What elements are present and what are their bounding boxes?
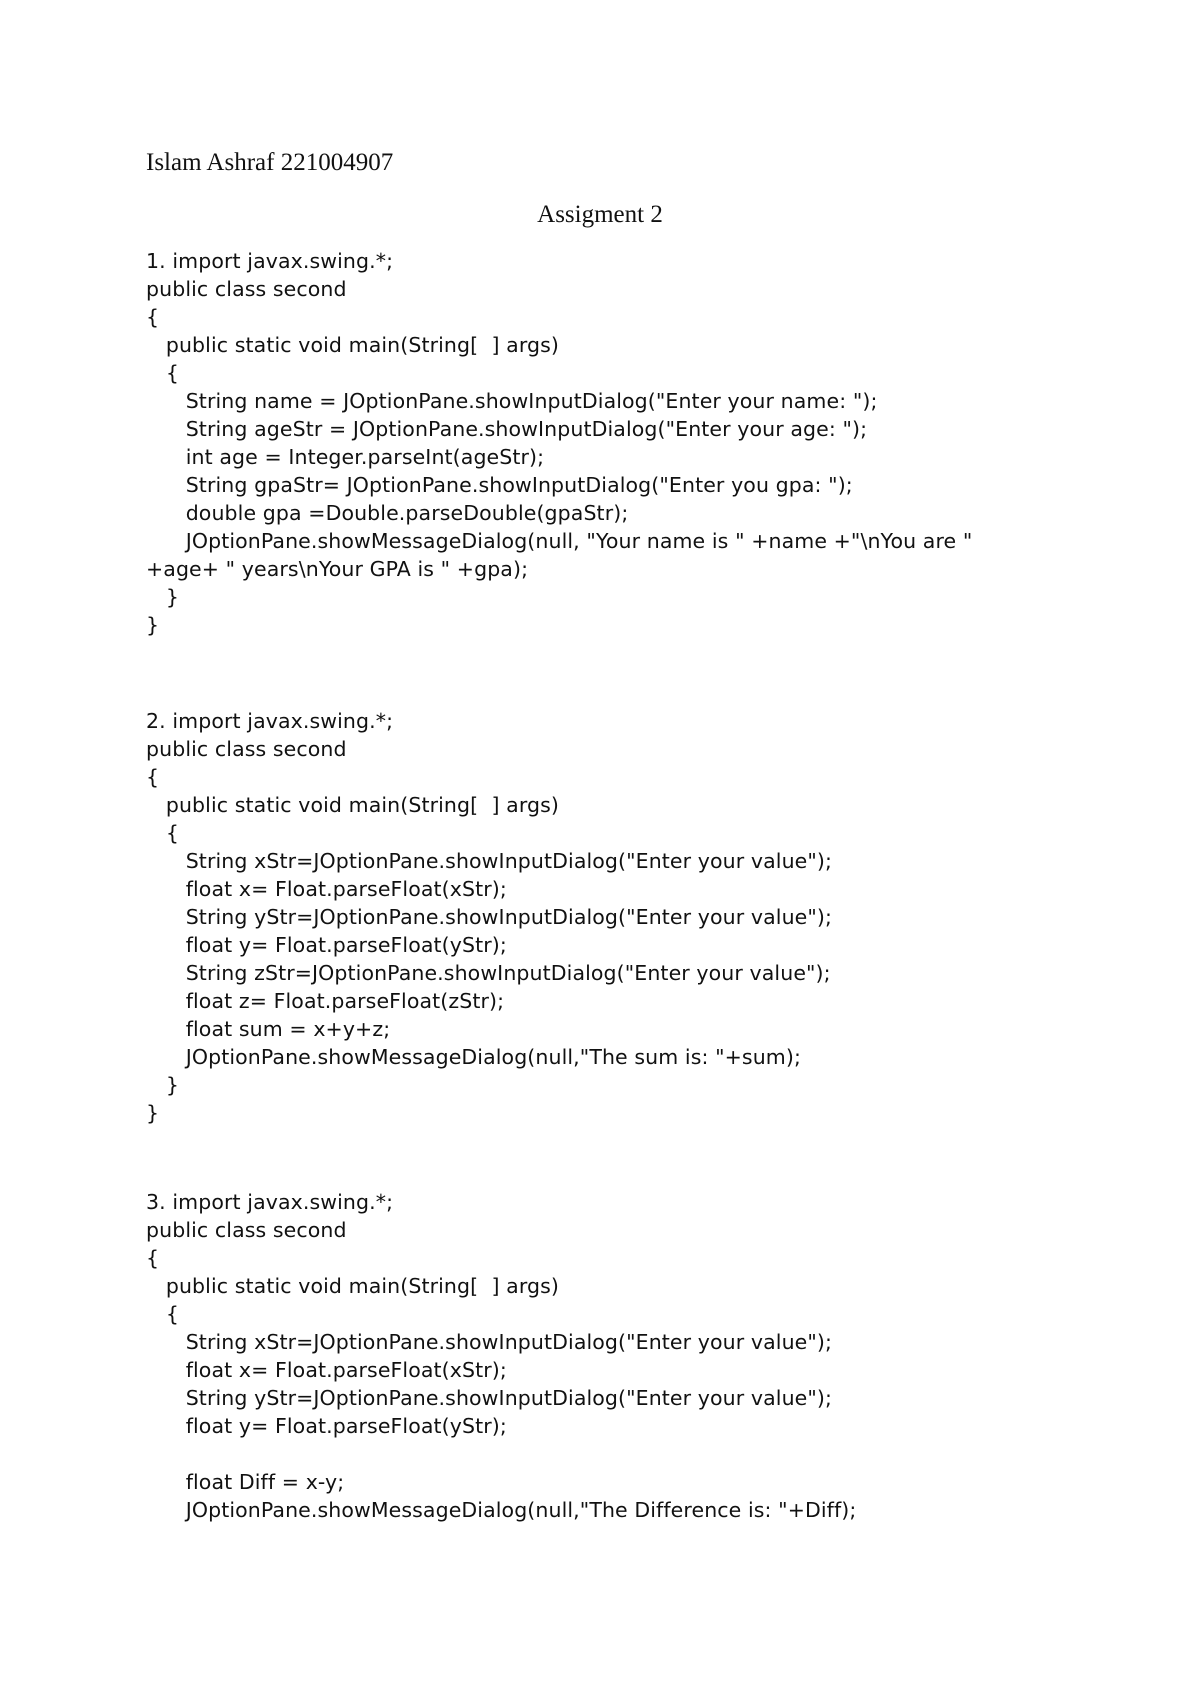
code-line: public static void main(String[ ] args) [146, 1274, 560, 1298]
code-line: { [146, 1302, 179, 1326]
code-line: } [146, 585, 179, 609]
code-line: { [146, 821, 179, 845]
code-line: float y= Float.parseFloat(yStr); [146, 933, 507, 957]
code-line: } [146, 1101, 160, 1125]
code-line: String xStr=JOptionPane.showInputDialog("Enter your value"); [146, 1330, 833, 1354]
code-line: public class second [146, 277, 347, 301]
code-section-1 [146, 247, 1076, 639]
code-line: { [146, 1246, 160, 1270]
code-line: String yStr=JOptionPane.showInputDialog("Enter your value"); [146, 905, 833, 929]
code-line: String gpaStr= JOptionPane.showInputDialog("Enter you gpa: "); [146, 473, 853, 497]
code-section-2 [146, 707, 1076, 1127]
code-line: JOptionPane.showMessageDialog(null,"The sum is: "+sum); [146, 1045, 801, 1069]
code-line: float Diff = x-y; [146, 1470, 345, 1494]
code-line: public class second [146, 1218, 347, 1242]
code-line: String xStr=JOptionPane.showInputDialog("Enter your value"); [146, 849, 833, 873]
code-line: String yStr=JOptionPane.showInputDialog("Enter your value"); [146, 1386, 833, 1410]
code-line: String zStr=JOptionPane.showInputDialog("Enter your value"); [146, 961, 831, 985]
code-line: float x= Float.parseFloat(xStr); [146, 877, 507, 901]
code-line: +age+ " years\nYour GPA is " +gpa); [146, 557, 529, 581]
code-line: float sum = x+y+z; [146, 1017, 391, 1041]
code-line: 1. import javax.swing.*; [146, 249, 394, 273]
code-line: int age = Integer.parseInt(ageStr); [146, 445, 545, 469]
code-line: 2. import javax.swing.*; [146, 709, 394, 733]
code-line: String name = JOptionPane.showInputDialog("Enter your name: "); [146, 389, 878, 413]
code-line: float x= Float.parseFloat(xStr); [146, 1358, 507, 1382]
code-line: } [146, 613, 160, 637]
document-title: Assigment 2 [537, 201, 663, 228]
code-line: 3. import javax.swing.*; [146, 1190, 394, 1214]
code-line: float z= Float.parseFloat(zStr); [146, 989, 505, 1013]
author-line: Islam Ashraf 221004907 [146, 149, 394, 176]
code-line: double gpa =Double.parseDouble(gpaStr); [146, 501, 629, 525]
code-line: String ageStr = JOptionPane.showInputDialog("Enter your age: "); [146, 417, 868, 441]
code-line: { [146, 305, 160, 329]
code-line: JOptionPane.showMessageDialog(null, "Your name is " +name +"\nYou are " [146, 529, 973, 553]
code-line: public class second [146, 737, 347, 761]
code-line [146, 1440, 1076, 1468]
code-line: public static void main(String[ ] args) [146, 793, 560, 817]
code-line: float y= Float.parseFloat(yStr); [146, 1414, 507, 1438]
code-line: } [146, 1073, 179, 1097]
code-line: JOptionPane.showMessageDialog(null,"The Difference is: "+Diff); [146, 1498, 857, 1522]
code-line: public static void main(String[ ] args) [146, 333, 560, 357]
code-line: { [146, 765, 160, 789]
code-section-3 [146, 1188, 1076, 1524]
code-line: { [146, 361, 179, 385]
